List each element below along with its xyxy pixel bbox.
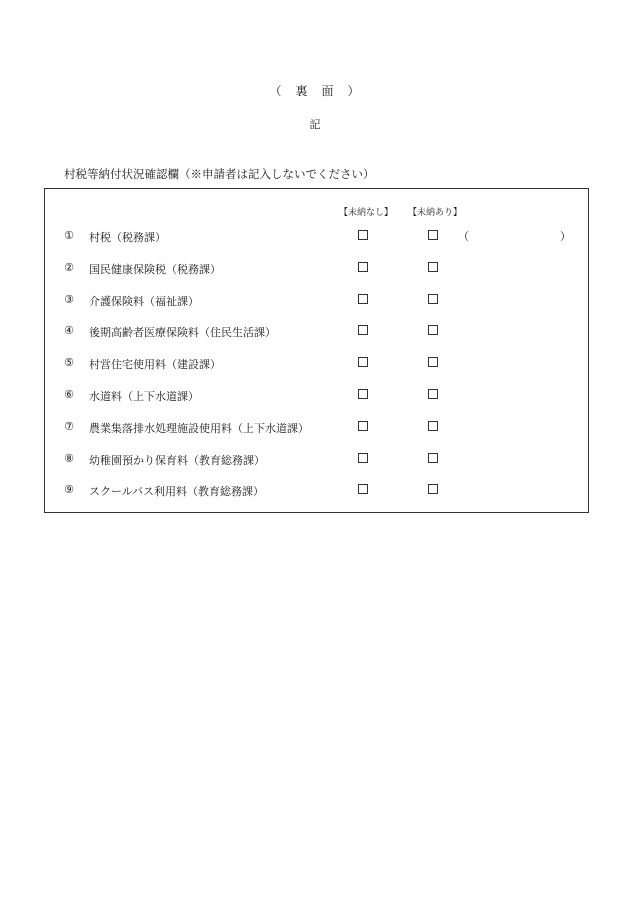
- row-label: 介護保険料（福祉課）: [89, 294, 199, 308]
- no-arrears-checkbox[interactable]: [358, 421, 368, 431]
- table-row: [45, 450, 588, 470]
- row-number: ⑥: [64, 388, 74, 401]
- row-label: 農業集落排水処理施設使用料（上下水道課）: [89, 421, 309, 435]
- row-number: ③: [64, 292, 74, 306]
- no-arrears-checkbox[interactable]: [358, 484, 368, 494]
- payment-status-box: [44, 188, 589, 513]
- page-heading: （ 裏 面 ）: [269, 84, 361, 98]
- row-label: 水道料（上下水道課）: [89, 390, 199, 403]
- row-number: ⑧: [64, 451, 74, 465]
- amount-paren-close: ）: [560, 230, 571, 243]
- column-header-arrears: 【未納あり】: [408, 208, 463, 218]
- no-arrears-checkbox[interactable]: [358, 389, 368, 399]
- arrears-checkbox[interactable]: [428, 389, 438, 399]
- table-row: [45, 259, 588, 279]
- row-number: ①: [64, 229, 74, 242]
- table-row: [45, 291, 588, 311]
- no-arrears-checkbox[interactable]: [358, 357, 368, 367]
- row-number: ⑦: [64, 419, 74, 433]
- table-row: [45, 418, 588, 438]
- no-arrears-checkbox[interactable]: [358, 262, 368, 272]
- no-arrears-checkbox[interactable]: [358, 325, 368, 335]
- arrears-checkbox[interactable]: [428, 421, 438, 431]
- row-label: 村営住宅使用料（建設課）: [89, 358, 221, 372]
- table-row: [45, 386, 588, 406]
- row-number: ⑨: [64, 483, 74, 497]
- amount-paren-open: （: [458, 230, 469, 243]
- row-number: ⑤: [64, 356, 74, 370]
- section-title: 村税等納付状況確認欄（※申請者は記入しないでください）: [64, 167, 375, 181]
- arrears-checkbox[interactable]: [428, 230, 438, 240]
- no-arrears-checkbox[interactable]: [358, 294, 368, 304]
- table-row: [45, 481, 588, 501]
- arrears-checkbox[interactable]: [428, 262, 438, 272]
- arrears-checkbox[interactable]: [428, 453, 438, 463]
- row-label: スクールバス利用料（教育総務課）: [89, 485, 265, 499]
- row-label: 村税（税務課）: [89, 231, 166, 244]
- column-header-no-arrears: 【未納なし】: [339, 208, 394, 218]
- table-row: [45, 354, 588, 374]
- no-arrears-checkbox[interactable]: [358, 230, 368, 240]
- table-row: [45, 227, 588, 247]
- page-subheading: 記: [309, 118, 321, 131]
- arrears-checkbox[interactable]: [428, 294, 438, 304]
- row-label: 後期高齢者医療保険料（住民生活課）: [89, 326, 276, 340]
- row-number: ②: [64, 260, 74, 274]
- arrears-checkbox[interactable]: [428, 325, 438, 335]
- arrears-checkbox[interactable]: [428, 484, 438, 494]
- table-row: [45, 322, 588, 342]
- no-arrears-checkbox[interactable]: [358, 453, 368, 463]
- row-label: 幼稚園預かり保育料（教育総務課）: [89, 453, 265, 467]
- row-number: ④: [64, 324, 74, 338]
- row-label: 国民健康保険税（税務課）: [89, 262, 221, 276]
- arrears-checkbox[interactable]: [428, 357, 438, 367]
